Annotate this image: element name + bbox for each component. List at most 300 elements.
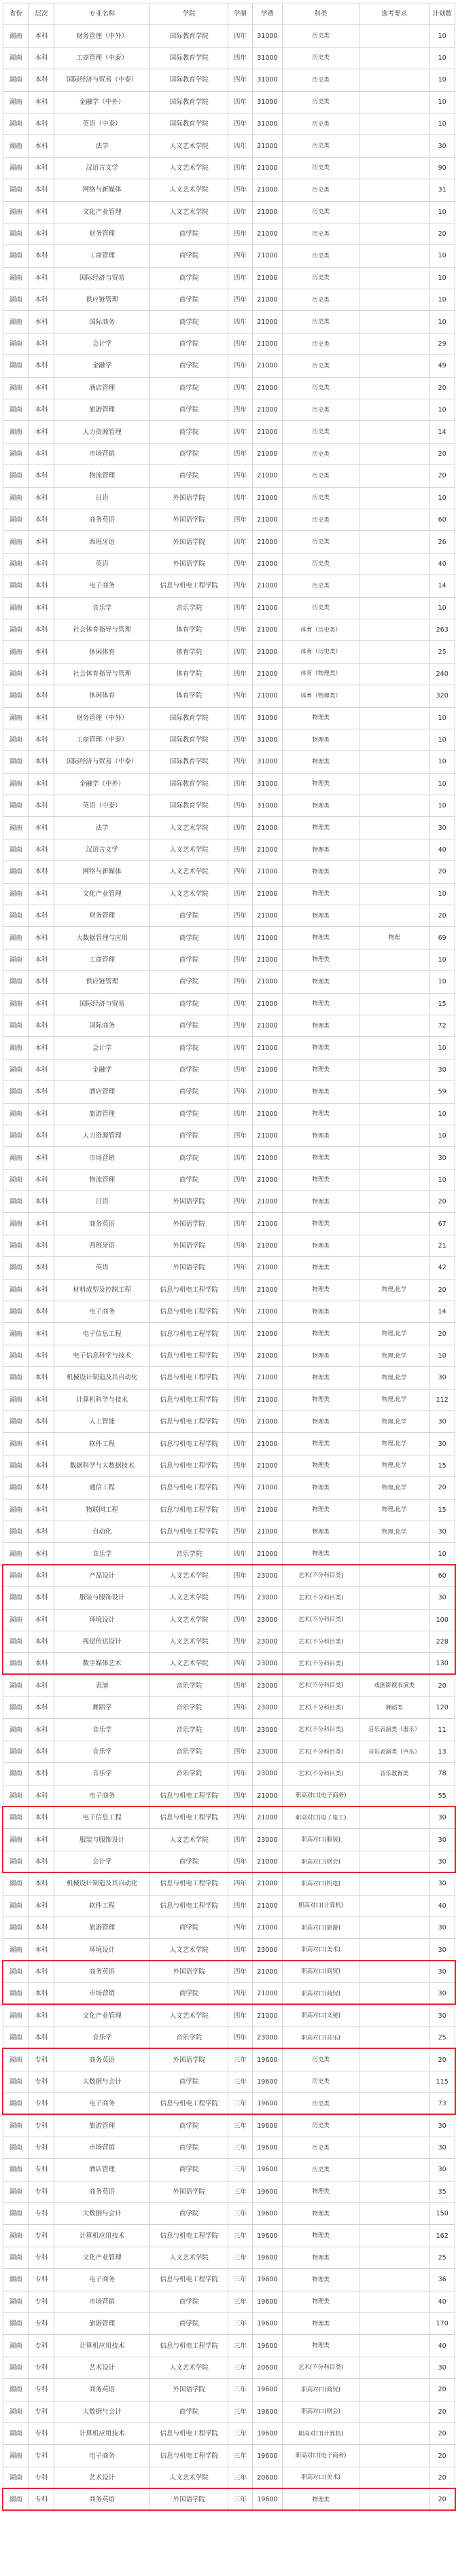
cell-category: 物理类 xyxy=(283,773,359,795)
cell-duration: 四年 xyxy=(228,1433,252,1455)
cell-level: 本科 xyxy=(29,729,54,750)
cell-duration: 三年 xyxy=(228,2357,252,2378)
cell-college: 信息与机电工程学院 xyxy=(150,2335,228,2357)
cell-plan-count: 263 xyxy=(429,619,455,640)
cell-duration: 四年 xyxy=(228,817,252,839)
cell-major: 网络与新媒体 xyxy=(54,179,150,201)
cell-major: 计算机应用技术 xyxy=(54,2423,150,2444)
cell-duration: 四年 xyxy=(228,355,252,377)
cell-college: 人文艺术学院 xyxy=(150,179,228,201)
cell-duration: 四年 xyxy=(228,333,252,355)
cell-requirement xyxy=(359,47,429,69)
cell-requirement xyxy=(359,2379,429,2401)
cell-category: 物理类 xyxy=(283,949,359,970)
cell-province: 湖南 xyxy=(3,91,29,113)
cell-duration: 四年 xyxy=(228,1081,252,1103)
cell-duration: 三年 xyxy=(228,2291,252,2312)
cell-requirement xyxy=(359,685,429,707)
cell-college: 商学院 xyxy=(150,1103,228,1125)
cell-tuition: 21000 xyxy=(252,465,283,487)
cell-college: 外国语学院 xyxy=(150,1213,228,1235)
table-row xyxy=(3,1037,455,1059)
cell-tuition: 21000 xyxy=(252,245,283,267)
cell-province: 湖南 xyxy=(3,2093,29,2115)
cell-duration: 三年 xyxy=(228,2225,252,2247)
table-row xyxy=(3,1675,455,1697)
cell-duration: 四年 xyxy=(228,1609,252,1631)
cell-plan-count: 30 xyxy=(429,1521,455,1542)
cell-duration: 四年 xyxy=(228,993,252,1015)
cell-major: 文化产业管理 xyxy=(54,2247,150,2268)
table-row xyxy=(3,1257,455,1279)
cell-major: 通信工程 xyxy=(54,1477,150,1499)
cell-province: 湖南 xyxy=(3,905,29,927)
cell-level: 专科 xyxy=(29,2203,54,2225)
cell-category: 物理类 xyxy=(283,1015,359,1036)
table-row xyxy=(3,707,455,729)
cell-category: 物理类 xyxy=(283,1301,359,1323)
cell-level: 本科 xyxy=(29,1587,54,1609)
cell-duration: 四年 xyxy=(228,861,252,883)
cell-level: 专科 xyxy=(29,2225,54,2247)
cell-level: 本科 xyxy=(29,839,54,860)
table-row xyxy=(3,2357,455,2378)
cell-duration: 四年 xyxy=(228,399,252,421)
cell-college: 商学院 xyxy=(150,399,228,421)
cell-major: 商务英语 xyxy=(54,2379,150,2401)
cell-major: 数字媒体艺术 xyxy=(54,1653,150,1675)
cell-plan-count: 112 xyxy=(429,1389,455,1411)
cell-college: 商学院 xyxy=(150,927,228,949)
cell-duration: 三年 xyxy=(228,2401,252,2423)
cell-category: 历史类 xyxy=(283,223,359,244)
cell-category: 历史类 xyxy=(283,421,359,443)
cell-tuition: 21000 xyxy=(252,1081,283,1103)
table-row xyxy=(3,2445,455,2467)
cell-requirement xyxy=(359,1081,429,1103)
cell-category: 物理类 xyxy=(283,2203,359,2225)
table-row xyxy=(3,905,455,927)
cell-tuition: 21000 xyxy=(252,1455,283,1476)
cell-level: 专科 xyxy=(29,2401,54,2423)
table-row xyxy=(3,861,455,883)
cell-level: 本科 xyxy=(29,1059,54,1081)
cell-major: 商务英语 xyxy=(54,2181,150,2202)
cell-level: 本科 xyxy=(29,1015,54,1036)
cell-college: 外国语学院 xyxy=(150,487,228,509)
cell-level: 专科 xyxy=(29,2093,54,2115)
cell-major: 国际商务 xyxy=(54,311,150,333)
cell-category: 物理类 xyxy=(283,1147,359,1169)
cell-major: 市场营销 xyxy=(54,2137,150,2158)
cell-college: 人文艺术学院 xyxy=(150,883,228,905)
table-row xyxy=(3,421,455,443)
cell-requirement: 戏剧影视表演类 xyxy=(359,1675,429,1697)
cell-requirement xyxy=(359,465,429,487)
cell-plan-count: 20 xyxy=(429,1323,455,1345)
cell-duration: 四年 xyxy=(228,1697,252,1719)
cell-plan-count: 10 xyxy=(429,1543,455,1565)
cell-plan-count: 30 xyxy=(429,1433,455,1455)
table-row xyxy=(3,817,455,839)
cell-category: 物理类 xyxy=(283,1389,359,1411)
cell-tuition: 21000 xyxy=(252,663,283,685)
cell-duration: 四年 xyxy=(228,1895,252,1917)
cell-level: 本科 xyxy=(29,333,54,355)
header-plan-count: 计划数 xyxy=(429,3,455,25)
cell-plan-count: 20 xyxy=(429,1477,455,1499)
table-row xyxy=(3,1433,455,1455)
cell-province: 湖南 xyxy=(3,465,29,487)
cell-duration: 三年 xyxy=(228,2049,252,2071)
cell-major: 汉语言文学 xyxy=(54,157,150,179)
cell-level: 专科 xyxy=(29,2181,54,2202)
cell-plan-count: 55 xyxy=(429,1785,455,1807)
cell-category: 职高对口(商贸) xyxy=(283,2379,359,2401)
cell-level: 本科 xyxy=(29,69,54,91)
cell-plan-count: 170 xyxy=(429,2313,455,2335)
cell-college: 信息与机电工程学院 xyxy=(150,2423,228,2444)
cell-requirement xyxy=(359,1829,429,1851)
cell-major: 商务英语 xyxy=(54,1213,150,1235)
cell-requirement xyxy=(359,311,429,333)
cell-category: 物理类 xyxy=(283,2291,359,2312)
cell-duration: 四年 xyxy=(228,179,252,201)
cell-college: 信息与机电工程学院 xyxy=(150,1411,228,1433)
cell-level: 本科 xyxy=(29,1565,54,1586)
cell-requirement xyxy=(359,1917,429,1938)
cell-level: 本科 xyxy=(29,795,54,817)
cell-category: 物理类 xyxy=(283,1323,359,1345)
cell-college: 商学院 xyxy=(150,465,228,487)
cell-tuition: 21000 xyxy=(252,201,283,223)
cell-plan-count: 30 xyxy=(429,1939,455,1961)
cell-category: 物理类 xyxy=(283,1345,359,1366)
cell-level: 本科 xyxy=(29,1411,54,1433)
cell-plan-count: 42 xyxy=(429,1257,455,1279)
cell-province: 湖南 xyxy=(3,311,29,333)
table-row xyxy=(3,729,455,750)
cell-level: 本科 xyxy=(29,223,54,244)
cell-tuition: 19600 xyxy=(252,2313,283,2335)
cell-province: 湖南 xyxy=(3,245,29,267)
cell-level: 本科 xyxy=(29,1279,54,1301)
cell-level: 专科 xyxy=(29,2159,54,2181)
cell-requirement xyxy=(359,2489,429,2511)
cell-level: 本科 xyxy=(29,1939,54,1961)
cell-tuition: 19600 xyxy=(252,2423,283,2444)
cell-province: 湖南 xyxy=(3,663,29,685)
cell-requirement xyxy=(359,399,429,421)
cell-requirement xyxy=(359,619,429,640)
cell-plan-count: 10 xyxy=(429,729,455,750)
cell-tuition: 19600 xyxy=(252,2247,283,2268)
cell-duration: 四年 xyxy=(228,69,252,91)
cell-college: 商学院 xyxy=(150,2159,228,2181)
cell-college: 人文艺术学院 xyxy=(150,839,228,860)
cell-requirement xyxy=(359,487,429,509)
cell-level: 本科 xyxy=(29,2005,54,2027)
table-row xyxy=(3,839,455,860)
table-row xyxy=(3,1235,455,1256)
cell-college: 外国语学院 xyxy=(150,1235,228,1256)
cell-level: 本科 xyxy=(29,113,54,134)
cell-major: 工商管理（中泰） xyxy=(54,47,150,69)
cell-province: 湖南 xyxy=(3,69,29,91)
cell-level: 专科 xyxy=(29,2291,54,2312)
cell-tuition: 19600 xyxy=(252,2401,283,2423)
header-requirement: 选考要求 xyxy=(359,3,429,25)
cell-plan-count: 90 xyxy=(429,157,455,179)
cell-tuition: 21000 xyxy=(252,1411,283,1433)
cell-province: 湖南 xyxy=(3,2489,29,2511)
cell-level: 本科 xyxy=(29,289,54,311)
cell-category: 职高对口(文秘) xyxy=(283,2005,359,2027)
cell-level: 本科 xyxy=(29,1895,54,1917)
cell-tuition: 21000 xyxy=(252,267,283,289)
cell-province: 湖南 xyxy=(3,2445,29,2467)
cell-tuition: 21000 xyxy=(252,1037,283,1059)
cell-level: 本科 xyxy=(29,641,54,663)
cell-category: 历史类 xyxy=(283,355,359,377)
cell-level: 本科 xyxy=(29,1609,54,1631)
cell-category: 物理类 xyxy=(283,2335,359,2357)
cell-plan-count: 240 xyxy=(429,663,455,685)
cell-level: 本科 xyxy=(29,707,54,729)
cell-tuition: 23000 xyxy=(252,1763,283,1785)
cell-level: 本科 xyxy=(29,1521,54,1542)
cell-tuition: 21000 xyxy=(252,1499,283,1521)
cell-requirement: 物理,化学 xyxy=(359,1323,429,1345)
cell-tuition: 21000 xyxy=(252,1279,283,1301)
cell-major: 电子商务 xyxy=(54,1785,150,1807)
cell-duration: 四年 xyxy=(228,509,252,530)
cell-major: 音乐学 xyxy=(54,2027,150,2048)
cell-tuition: 21000 xyxy=(252,993,283,1015)
cell-requirement xyxy=(359,2269,429,2291)
cell-college: 音乐学院 xyxy=(150,1741,228,1762)
cell-duration: 四年 xyxy=(228,619,252,640)
cell-tuition: 23000 xyxy=(252,1829,283,1851)
cell-plan-count: 72 xyxy=(429,1015,455,1036)
cell-college: 商学院 xyxy=(150,421,228,443)
cell-province: 湖南 xyxy=(3,1257,29,1279)
cell-tuition: 21000 xyxy=(252,2005,283,2027)
cell-category: 历史类 xyxy=(283,465,359,487)
cell-requirement xyxy=(359,1169,429,1191)
cell-college: 国际教育学院 xyxy=(150,47,228,69)
cell-major: 商务英语 xyxy=(54,509,150,530)
cell-province: 湖南 xyxy=(3,707,29,729)
cell-tuition: 31000 xyxy=(252,707,283,729)
cell-duration: 四年 xyxy=(228,707,252,729)
cell-category: 历史类 xyxy=(283,487,359,509)
cell-tuition: 21000 xyxy=(252,1961,283,1982)
cell-duration: 四年 xyxy=(228,1103,252,1125)
cell-province: 湖南 xyxy=(3,1763,29,1785)
cell-duration: 四年 xyxy=(228,949,252,970)
cell-tuition: 21000 xyxy=(252,421,283,443)
cell-category: 艺术(不分科目类) xyxy=(283,1609,359,1631)
cell-tuition: 19600 xyxy=(252,2489,283,2511)
cell-major: 视觉传达设计 xyxy=(54,1631,150,1652)
cell-requirement xyxy=(359,1807,429,1829)
cell-tuition: 19600 xyxy=(252,2203,283,2225)
cell-major: 休闲体育 xyxy=(54,641,150,663)
cell-duration: 四年 xyxy=(228,1653,252,1675)
cell-requirement xyxy=(359,883,429,905)
cell-level: 专科 xyxy=(29,2137,54,2158)
cell-tuition: 19600 xyxy=(252,2049,283,2071)
cell-level: 本科 xyxy=(29,179,54,201)
cell-major: 服装与服饰设计 xyxy=(54,1587,150,1609)
cell-category: 物理类 xyxy=(283,1103,359,1125)
cell-major: 计算机应用技术 xyxy=(54,2335,150,2357)
cell-level: 本科 xyxy=(29,1653,54,1675)
cell-college: 商学院 xyxy=(150,949,228,970)
cell-plan-count: 150 xyxy=(429,2203,455,2225)
cell-plan-count: 10 xyxy=(429,69,455,91)
cell-requirement xyxy=(359,861,429,883)
cell-college: 商学院 xyxy=(150,2115,228,2137)
cell-level: 本科 xyxy=(29,1301,54,1323)
cell-plan-count: 20 xyxy=(429,2379,455,2401)
cell-province: 湖南 xyxy=(3,1147,29,1169)
cell-duration: 四年 xyxy=(228,1301,252,1323)
cell-category: 艺术(不分科目类) xyxy=(283,1719,359,1741)
cell-category: 物理类 xyxy=(283,1235,359,1256)
cell-college: 外国语学院 xyxy=(150,2181,228,2202)
table-row xyxy=(3,1367,455,1389)
cell-duration: 四年 xyxy=(228,927,252,949)
table-row xyxy=(3,1741,455,1762)
cell-duration: 三年 xyxy=(228,2379,252,2401)
cell-requirement xyxy=(359,1015,429,1036)
cell-duration: 四年 xyxy=(228,25,252,47)
cell-major: 国际商务 xyxy=(54,1015,150,1036)
cell-plan-count: 100 xyxy=(429,1609,455,1631)
cell-college: 人文艺术学院 xyxy=(150,1939,228,1961)
cell-plan-count: 14 xyxy=(429,575,455,597)
cell-requirement xyxy=(359,25,429,47)
cell-plan-count: 30 xyxy=(429,1983,455,2005)
table-row xyxy=(3,1939,455,1961)
cell-province: 湖南 xyxy=(3,839,29,860)
table-row xyxy=(3,2225,455,2247)
cell-province: 湖南 xyxy=(3,575,29,597)
cell-major: 数据科学与大数据技术 xyxy=(54,1455,150,1476)
cell-tuition: 19600 xyxy=(252,2071,283,2092)
cell-level: 本科 xyxy=(29,135,54,157)
cell-duration: 四年 xyxy=(228,1455,252,1476)
cell-province: 湖南 xyxy=(3,2357,29,2378)
cell-duration: 四年 xyxy=(228,729,252,750)
cell-college: 外国语学院 xyxy=(150,531,228,553)
cell-province: 湖南 xyxy=(3,553,29,575)
cell-requirement xyxy=(359,509,429,530)
cell-duration: 四年 xyxy=(228,377,252,399)
cell-requirement xyxy=(359,707,429,729)
cell-category: 物理类 xyxy=(283,1411,359,1433)
table-row xyxy=(3,91,455,113)
cell-major: 计算机应用技术 xyxy=(54,2225,150,2247)
cell-plan-count: 30 xyxy=(429,2159,455,2181)
cell-level: 本科 xyxy=(29,157,54,179)
cell-category: 艺术(不分科目类) xyxy=(283,1697,359,1719)
cell-level: 本科 xyxy=(29,465,54,487)
cell-requirement xyxy=(359,2247,429,2268)
cell-level: 本科 xyxy=(29,1785,54,1807)
cell-tuition: 20600 xyxy=(252,2467,283,2488)
cell-plan-count: 10 xyxy=(429,1037,455,1059)
cell-major: 会计学 xyxy=(54,333,150,355)
cell-requirement xyxy=(359,817,429,839)
cell-category: 历史类 xyxy=(283,245,359,267)
cell-province: 湖南 xyxy=(3,2467,29,2488)
cell-plan-count: 40 xyxy=(429,839,455,860)
cell-plan-count: 25 xyxy=(429,2247,455,2268)
cell-requirement xyxy=(359,839,429,860)
cell-requirement xyxy=(359,729,429,750)
cell-college: 商学院 xyxy=(150,289,228,311)
cell-plan-count: 40 xyxy=(429,2291,455,2312)
cell-category: 物理类 xyxy=(283,905,359,927)
cell-level: 专科 xyxy=(29,2269,54,2291)
cell-duration: 四年 xyxy=(228,223,252,244)
cell-major: 文化产业管理 xyxy=(54,883,150,905)
cell-duration: 四年 xyxy=(228,641,252,663)
cell-requirement xyxy=(359,2423,429,2444)
cell-category: 物理类 xyxy=(283,729,359,750)
cell-college: 体育学院 xyxy=(150,685,228,707)
cell-plan-count: 14 xyxy=(429,1301,455,1323)
cell-tuition: 21000 xyxy=(252,1521,283,1542)
table-row xyxy=(3,1983,455,2005)
table-row xyxy=(3,2203,455,2225)
cell-college: 商学院 xyxy=(150,2401,228,2423)
cell-college: 人文艺术学院 xyxy=(150,2357,228,2378)
cell-plan-count: 130 xyxy=(429,1653,455,1675)
cell-requirement xyxy=(359,2181,429,2202)
cell-level: 本科 xyxy=(29,685,54,707)
cell-requirement xyxy=(359,113,429,134)
cell-plan-count: 29 xyxy=(429,333,455,355)
cell-major: 服装与服饰设计 xyxy=(54,1829,150,1851)
table-row xyxy=(3,157,455,179)
cell-requirement xyxy=(359,2093,429,2115)
cell-level: 本科 xyxy=(29,1235,54,1256)
cell-province: 湖南 xyxy=(3,861,29,883)
cell-plan-count: 10 xyxy=(429,487,455,509)
cell-major: 物流管理 xyxy=(54,465,150,487)
cell-college: 商学院 xyxy=(150,311,228,333)
cell-college: 商学院 xyxy=(150,223,228,244)
cell-duration: 四年 xyxy=(228,1191,252,1213)
cell-major: 文化产业管理 xyxy=(54,201,150,223)
cell-duration: 四年 xyxy=(228,1279,252,1301)
cell-duration: 三年 xyxy=(228,2093,252,2115)
cell-plan-count: 162 xyxy=(429,2225,455,2247)
table-row xyxy=(3,2335,455,2357)
cell-category: 历史类 xyxy=(283,509,359,530)
cell-province: 湖南 xyxy=(3,1631,29,1652)
cell-province: 湖南 xyxy=(3,817,29,839)
cell-level: 本科 xyxy=(29,25,54,47)
cell-tuition: 19600 xyxy=(252,2115,283,2137)
table-row xyxy=(3,245,455,267)
cell-plan-count: 10 xyxy=(429,113,455,134)
cell-tuition: 21000 xyxy=(252,1983,283,2005)
